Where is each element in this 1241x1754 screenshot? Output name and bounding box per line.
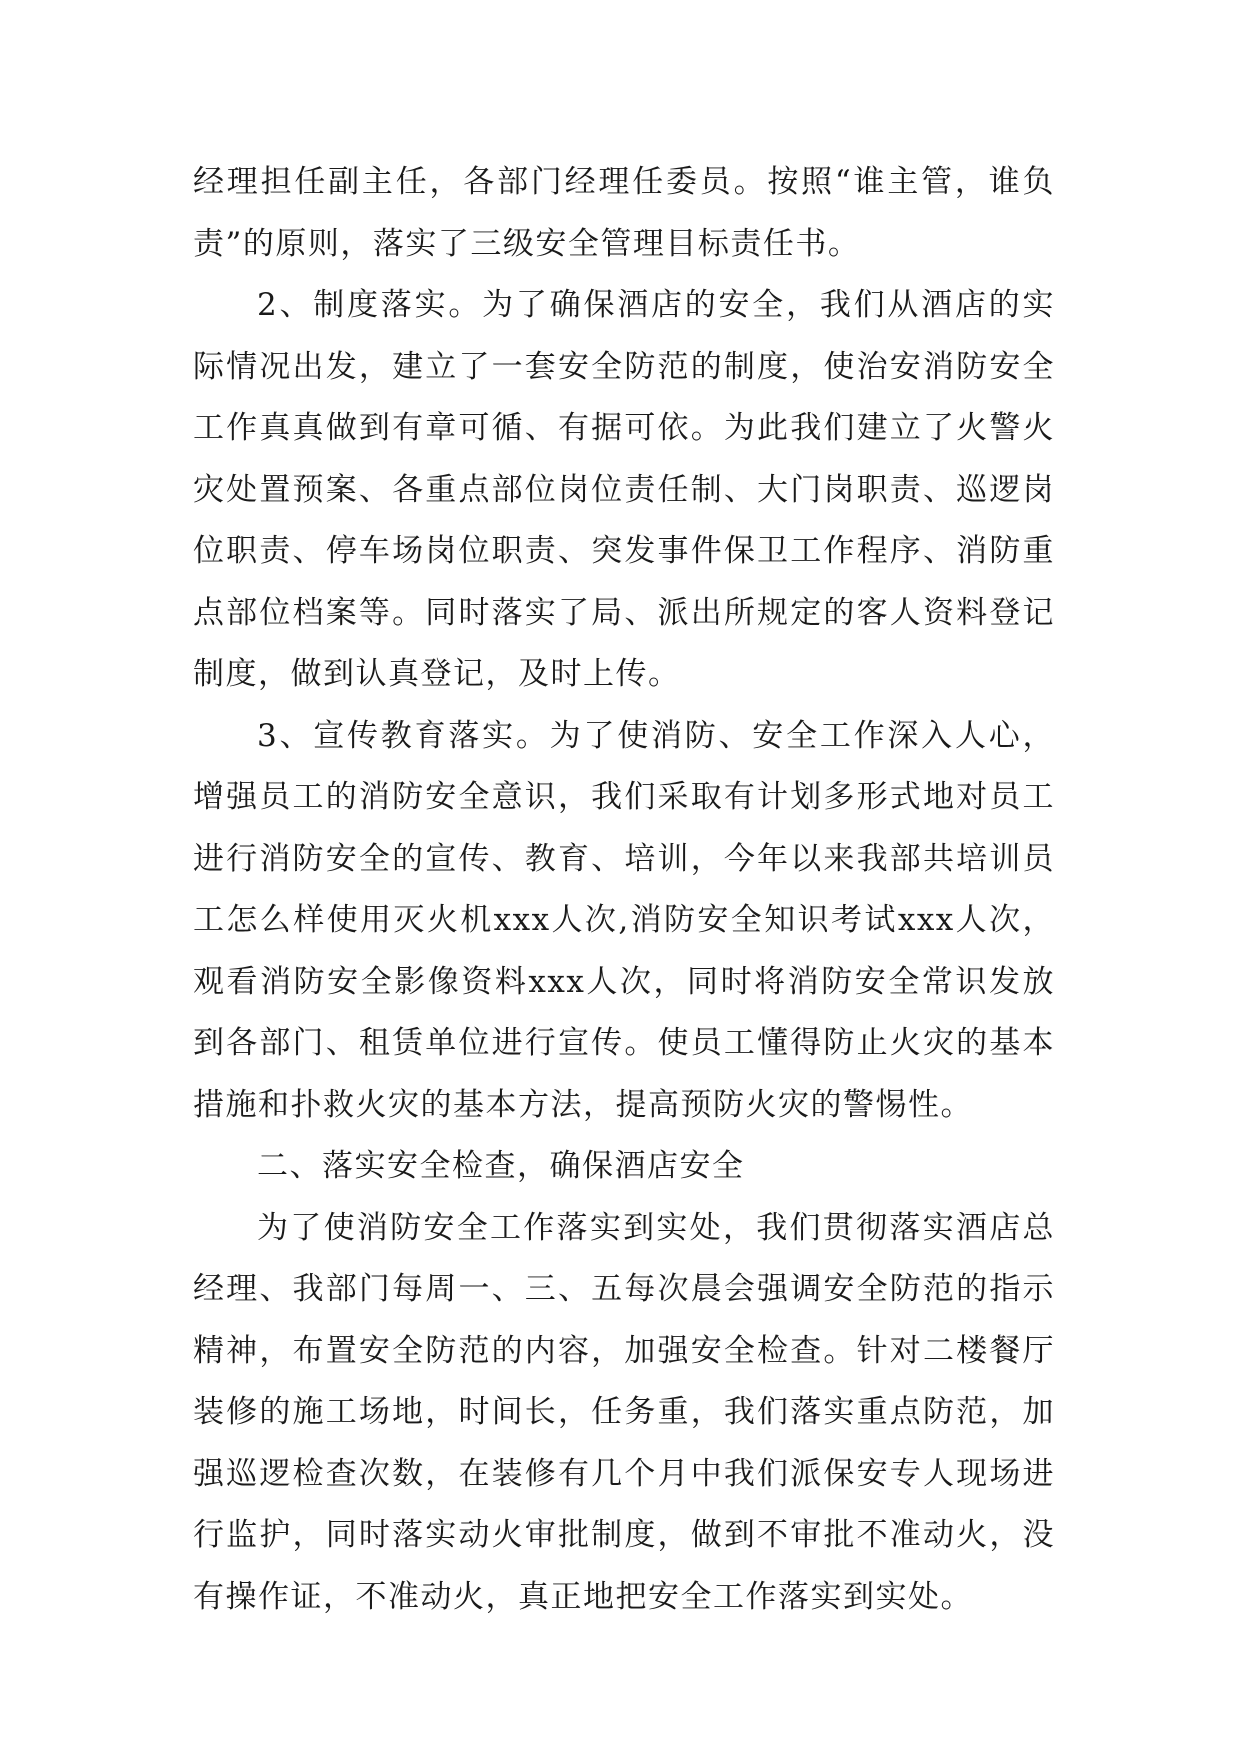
paragraph-continuation: 经理担任副主任，各部门经理任委员。按照“谁主管，谁负责”的原则，落实了三级安全管理目标责任书。 [193,164,1055,262]
paragraph-inspection: 为了使消防安全工作落实到实处，我们贯彻落实酒店总经理、我部门每周一、三、五每次晨会强调安全防范的指示精神，布置安全防范的内容，加强安全检查。针对二楼餐厅装修的施工场地，时间长，任务重，我们落实重点防范，加强巡逻检查次数，在装修有几个月中我们派保安专人现场进行监护，同时落实动火审批制度，做到不审批不准动火，没有操作证，不准动火，真正地把安全工作落实到实处。 [193,1209,1055,1615]
document-body [193,152,1055,1628]
paragraph-system-implementation: 2、制度落实。为了确保酒店的安全，我们从酒店的实际情况出发，建立了一套安全防范的制度，使治安消防安全工作真真做到有章可循、有据可依。为此我们建立了火警火灾处置预案、各重点部位岗位责任制、大门岗职责、巡逻岗位职责、停车场岗位职责、突发事件保卫工作程序、消防重点部位档案等。同时落实了局、派出所规定的客人资料登记制度，做到认真登记，及时上传。 [193,287,1055,692]
paragraph-education-implementation: 3、宣传教育落实。为了使消防、安全工作深入人心，增强员工的消防安全意识，我们采取有计划多形式地对员工进行消防安全的宣传、教育、培训，今年以来我部共培训员工怎么样使用灭火机xxx人次,消防安全知识考试xxx人次，观看消防安全影像资料xxx人次，同时将消防安全常识发放到各部门、租赁单位进行宣传。使员工懂得防止火灾的基本措施和扑救火灾的基本方法，提高预防火灾的警惕性。 [193,717,1055,1123]
section-heading-inspection: 二、落实安全检查，确保酒店安全 [257,1148,745,1184]
